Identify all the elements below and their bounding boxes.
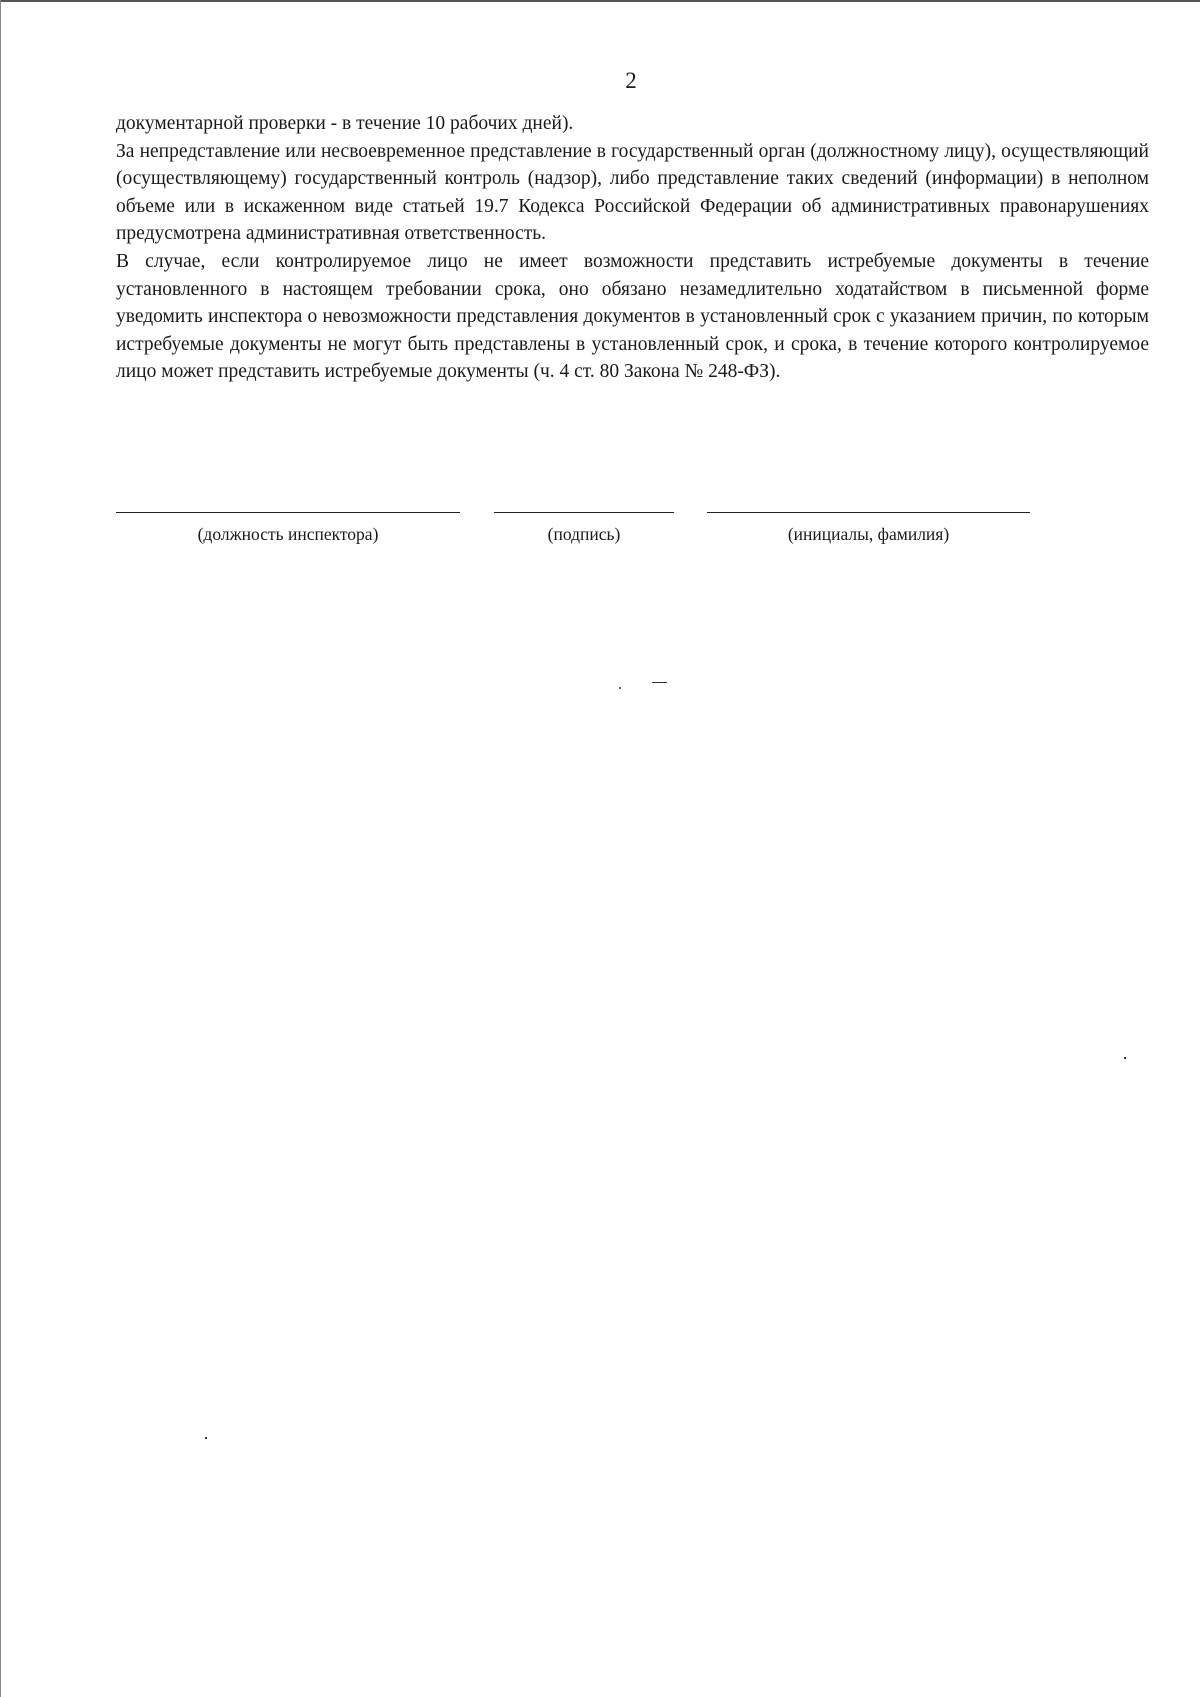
paragraph-notification: В случае, если контролируемое лицо не имеет возможности представить истребуемые документы в течение установленного в настоящем требовании срока, оно обязано незамедлительно ходатайством в письменной форме уведомить инспектора о невозможности представления документов в установленный срок с указанием причин, по которым истребуемые документы не могут быть представлены в установленный срок, и срока, в течение которого контролируемое лицо может представить истребуемые документы (ч. 4 ст. 80 Закона № 248-ФЗ). [116, 250, 1149, 383]
scan-dot [619, 687, 621, 689]
scan-dot [205, 1437, 207, 1439]
scan-edge-top [0, 0, 1200, 2]
signature-line [494, 512, 674, 513]
name-caption: (инициалы, фамилия) [787, 524, 950, 544]
paragraph-continuation: документарной проверки - в течение 10 рабочих дней). [116, 113, 574, 134]
position-caption: (должность инспектора) [197, 524, 379, 544]
position-signature-line [116, 512, 460, 513]
name-signature-line [707, 512, 1030, 513]
page-number: 2 [625, 68, 637, 93]
scan-edge-left [0, 0, 1, 1697]
scan-mark [652, 682, 667, 683]
scan-dot [1124, 1057, 1126, 1059]
signature-caption: (подпись) [547, 524, 621, 544]
body-text [116, 110, 1149, 386]
paragraph-liability: За непредставление или несвоевременное представление в государственный орган (должностному лицу), осуществляющий (осуществляющему) государственный контроль (надзор), либо представление таких сведений (информации) в неполном объеме или в искаженном виде статьей 19.7 Кодекса Российской Федерации об административных правонарушениях предусмотрена административная ответственность. [116, 140, 1149, 245]
